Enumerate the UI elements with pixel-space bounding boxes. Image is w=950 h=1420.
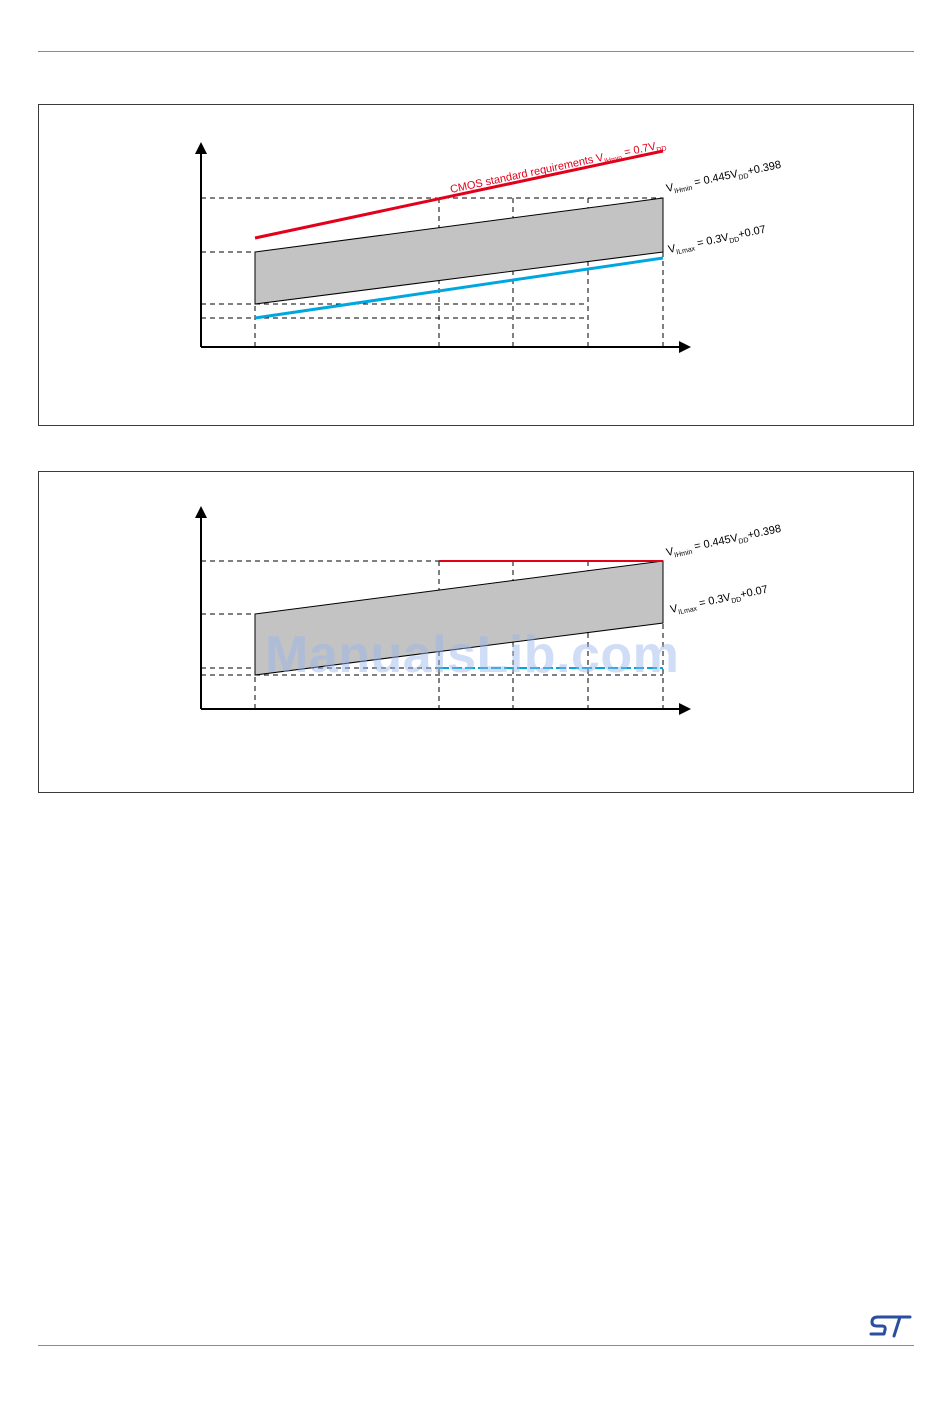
x-axis-arrow [679, 703, 691, 715]
figure-1-box [38, 104, 914, 426]
figure-1-diagram [39, 105, 913, 425]
header-rule [38, 51, 914, 52]
vih-formula-label: $V_{IHmin} = 0.445V_{DD}+0.398$ [665, 158, 783, 196]
watermark: ManualsLib.com [265, 626, 680, 684]
y-axis-arrow [195, 506, 207, 518]
vil-formula-label: $V_{ILmax} = 0.3V_{DD}+0.07$ [667, 223, 767, 257]
vih-formula-label: $V_{IHmin} = 0.445V_{DD}+0.398$ [665, 522, 783, 560]
cmos-requirement-label: CMOS standard requirements $V_{IHmin} = 0.7V_{DD}$ [449, 140, 668, 196]
vil-formula-label: $V_{ILmax} = 0.3V_{DD}+0.07$ [669, 583, 769, 617]
x-axis-arrow [679, 341, 691, 353]
footer-rule [38, 1345, 914, 1346]
y-axis-arrow [195, 142, 207, 154]
st-logo-icon [868, 1312, 914, 1340]
